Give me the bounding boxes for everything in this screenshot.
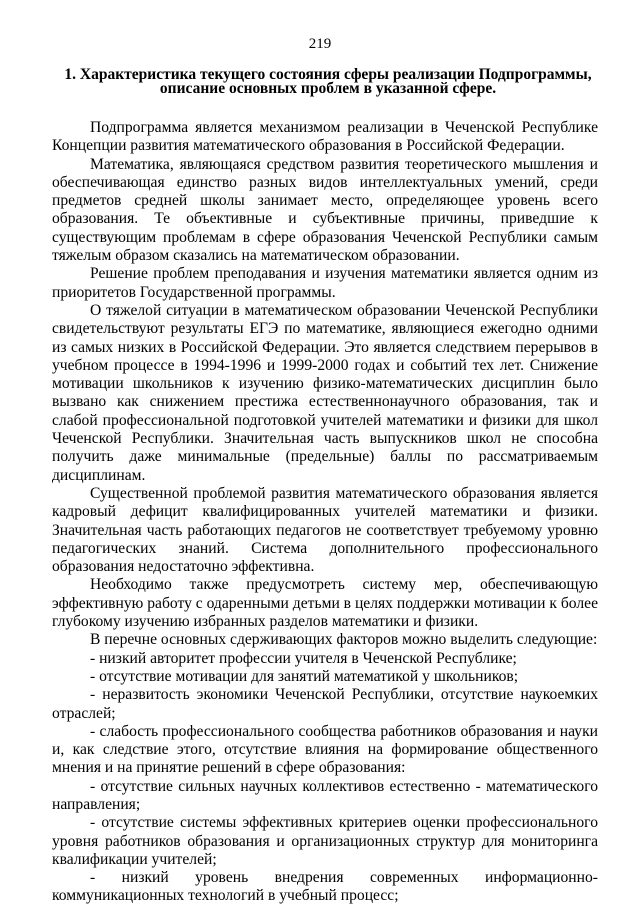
paragraph-6: Необходимо также предусмотреть систему мер, обеспечивающую эффективную работу с одаренными детьми в целях поддержки мотивации к более глубокому изучению избранных разделов математики и физики.: [52, 576, 598, 631]
page-number: 219: [308, 36, 332, 52]
factor-item-6: - отсутствие системы эффективных критериев оценки профессионального уровня работников образования и организационных структур для мониторинга квалификации учителей;: [52, 814, 598, 868]
factor-item-5: - отсутствие сильных научных коллективов естественно - математического направления;: [52, 777, 598, 813]
paragraph-2: Математика, являющаяся средством развития теоретического мышления и обеспечивающая единство разных видов интеллектуальных умений, среди предметов средней школы занимает место, определяющее уровень всего образования. Те объективные и субъективные причины, приведшие к существующим проблемам в сфере образования Чеченской Республики самым тяжелым образом сказались на математическом образовании.: [52, 155, 598, 265]
factor-item-1: - низкий авторитет профессии учителя в Чеченской Республике;: [90, 649, 517, 667]
factor-item-4: - слабость профессионального сообщества работников образования и науки и, как следствие этого, отсутствие влияния на формирование общественного мнения и на принятие решений в сфере образования:: [52, 722, 598, 777]
paragraph-4: О тяжелой ситуации в математическом образовании Чеченской Республики свидетельствуют результаты ЕГЭ по математике, являющиеся ежегодно одними из самых низких в Российской Федерации. Это является следствием перерывов в учебном процессе в 1994-1996 и 1999-2000 годах и событий тех лет. Снижение мотивации школьников к изучению физико-математических дисциплин было вызвано как снижением престижа естественнонаучного образования, так и слабой профессиональной подготовкой учителей математики и физики для школ Чеченской Республики. Значительная часть выпускников школ не способна получить даже минимальные (предельные) баллы по рассматриваемым дисциплинам.: [52, 301, 598, 484]
factor-item-3: - неразвитость экономики Чеченской Республики, отсутствие наукоемких отраслей;: [52, 686, 598, 722]
paragraph-3: Решение проблем преподавания и изучения математики является одним из приоритетов Государственной программы.: [52, 265, 598, 301]
paragraph-7: В перечне основных сдерживающих факторов можно выделить следующие:: [90, 631, 598, 649]
paragraph-1: Подпрограмма является механизмом реализации в Чеченской Республике Концепции развития математического образования в Российской Федерации.: [52, 119, 598, 155]
paragraph-5: Существенной проблемой развития математического образования является кадровый дефицит квалифицированных учителей математики и физики. Значительная часть работающих педагогов не соответствует требуемому уровню педагогических знаний. Система дополнительного профессионального образования недостаточно эффективна.: [52, 484, 598, 576]
document-body: [52, 119, 598, 906]
factor-item-2: - отсутствие мотивации для занятий математикой у школьников;: [90, 667, 519, 685]
section-heading: 1. Характеристика текущего состояния сферы реализации Подпрограммы, описание основных проблем в указанной сфере.: [64, 66, 592, 97]
factor-item-7: - низкий уровень внедрения современных информационно-коммуникационных технологий в учебный процесс;: [52, 869, 598, 905]
